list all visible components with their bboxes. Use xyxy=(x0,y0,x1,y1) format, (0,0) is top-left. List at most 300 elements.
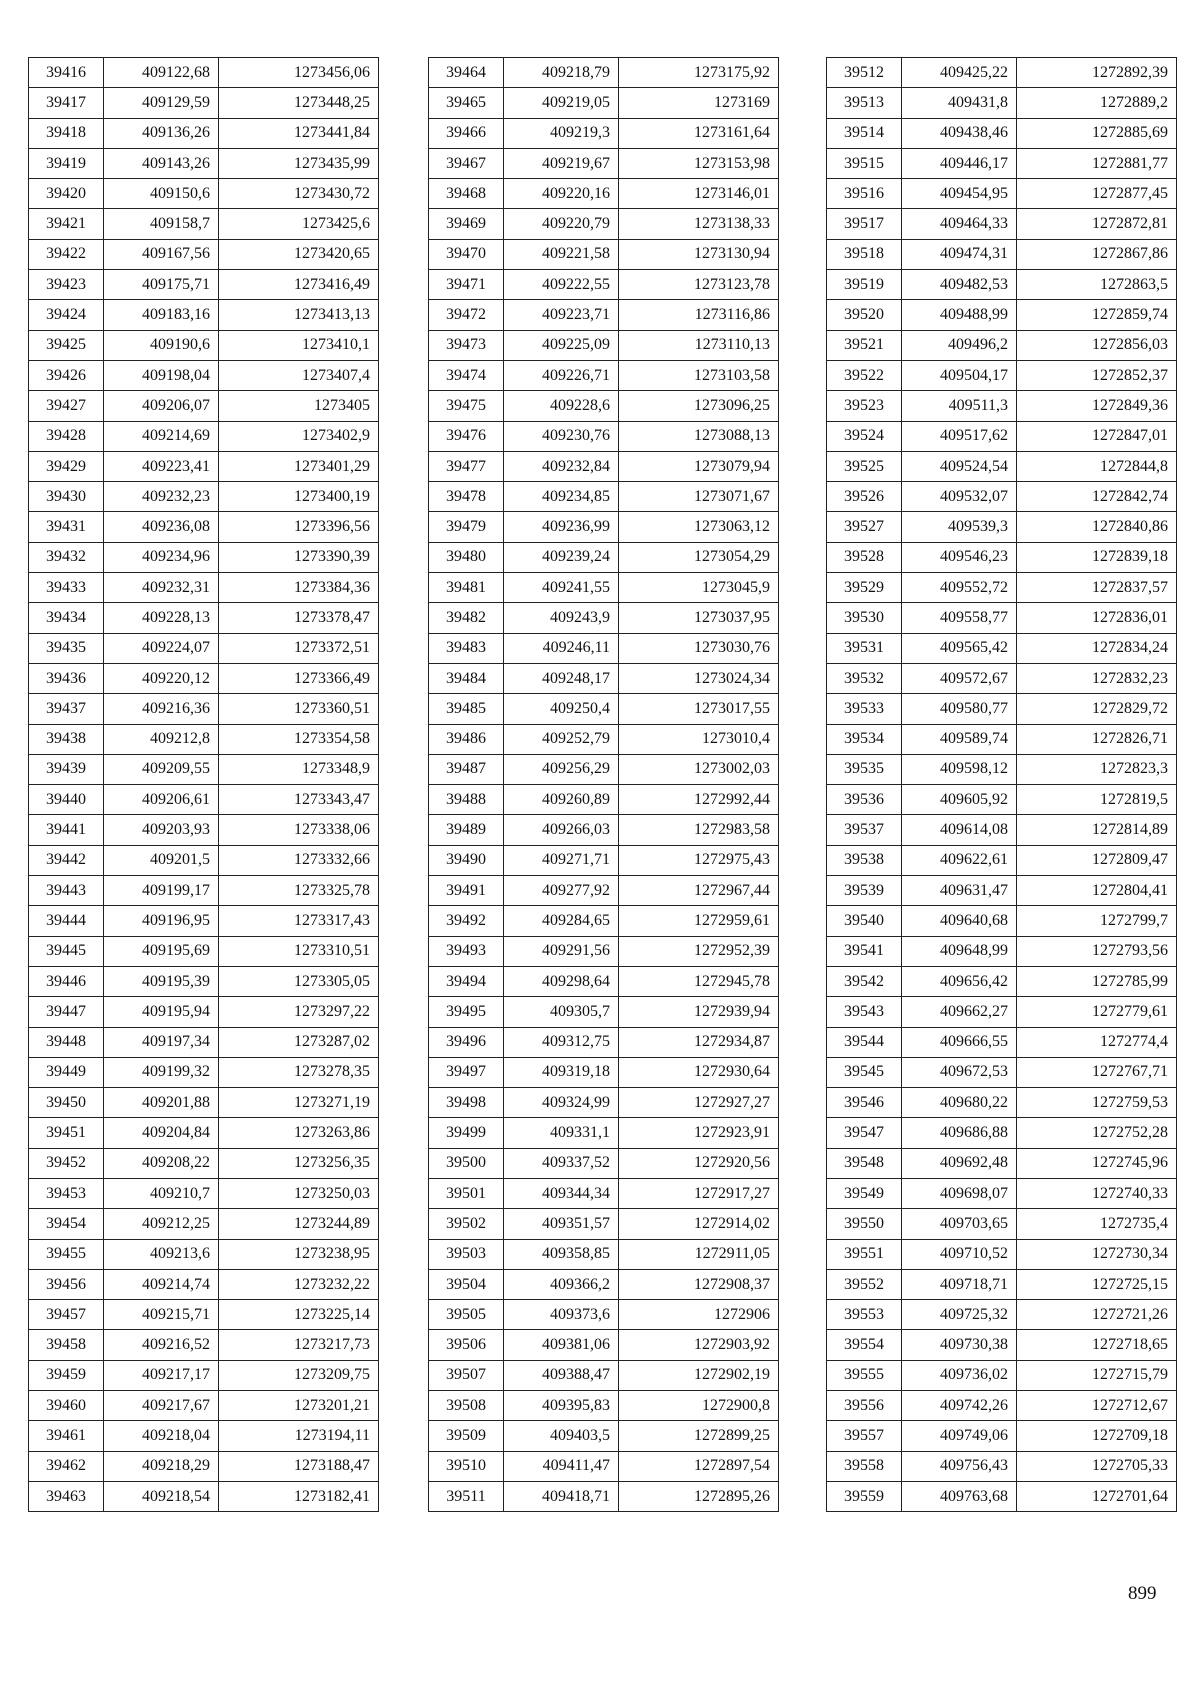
table-row xyxy=(429,573,779,603)
table-row xyxy=(29,391,379,421)
point-id-cell: 39489 xyxy=(429,815,504,845)
coordinate-table-3 xyxy=(826,57,1177,1512)
point-id-cell: 39477 xyxy=(429,451,504,481)
x-coordinate-cell: 409524,54 xyxy=(902,451,1017,481)
x-coordinate-cell: 409217,67 xyxy=(104,1391,219,1421)
y-coordinate-cell: 1272826,71 xyxy=(1017,724,1177,754)
y-coordinate-cell: 1273317,43 xyxy=(219,906,379,936)
point-id-cell: 39515 xyxy=(827,148,902,178)
y-coordinate-cell: 1273201,21 xyxy=(219,1391,379,1421)
table-row xyxy=(29,633,379,663)
table-row xyxy=(429,936,779,966)
x-coordinate-cell: 409212,8 xyxy=(104,724,219,754)
table-row xyxy=(827,815,1177,845)
x-coordinate-cell: 409418,71 xyxy=(504,1481,619,1511)
x-coordinate-cell: 409252,79 xyxy=(504,724,619,754)
point-id-cell: 39497 xyxy=(429,1057,504,1087)
x-coordinate-cell: 409446,17 xyxy=(902,148,1017,178)
point-id-cell: 39554 xyxy=(827,1330,902,1360)
y-coordinate-cell: 1273413,13 xyxy=(219,300,379,330)
y-coordinate-cell: 1272819,5 xyxy=(1017,785,1177,815)
y-coordinate-cell: 1272834,24 xyxy=(1017,633,1177,663)
y-coordinate-cell: 1272809,47 xyxy=(1017,845,1177,875)
point-id-cell: 39425 xyxy=(29,330,104,360)
x-coordinate-cell: 409756,43 xyxy=(902,1451,1017,1481)
table-row xyxy=(29,451,379,481)
point-id-cell: 39557 xyxy=(827,1421,902,1451)
table-row xyxy=(29,603,379,633)
x-coordinate-cell: 409763,68 xyxy=(902,1481,1017,1511)
point-id-cell: 39448 xyxy=(29,1027,104,1057)
y-coordinate-cell: 1272856,03 xyxy=(1017,330,1177,360)
x-coordinate-cell: 409605,92 xyxy=(902,785,1017,815)
x-coordinate-cell: 409672,53 xyxy=(902,1057,1017,1087)
point-id-cell: 39417 xyxy=(29,88,104,118)
x-coordinate-cell: 409230,76 xyxy=(504,421,619,451)
point-id-cell: 39441 xyxy=(29,815,104,845)
point-id-cell: 39457 xyxy=(29,1300,104,1330)
table-row xyxy=(429,1057,779,1087)
y-coordinate-cell: 1273103,58 xyxy=(619,360,779,390)
table-row xyxy=(429,209,779,239)
y-coordinate-cell: 1273010,4 xyxy=(619,724,779,754)
x-coordinate-cell: 409198,04 xyxy=(104,360,219,390)
table-row xyxy=(827,209,1177,239)
table-row xyxy=(827,1057,1177,1087)
y-coordinate-cell: 1273384,36 xyxy=(219,573,379,603)
table-row xyxy=(827,1148,1177,1178)
point-id-cell: 39478 xyxy=(429,482,504,512)
x-coordinate-cell: 409234,85 xyxy=(504,482,619,512)
point-id-cell: 39433 xyxy=(29,573,104,603)
x-coordinate-cell: 409219,05 xyxy=(504,88,619,118)
x-coordinate-cell: 409358,85 xyxy=(504,1239,619,1269)
x-coordinate-cell: 409718,71 xyxy=(902,1269,1017,1299)
x-coordinate-cell: 409183,16 xyxy=(104,300,219,330)
point-id-cell: 39555 xyxy=(827,1360,902,1390)
table-row xyxy=(429,421,779,451)
x-coordinate-cell: 409221,58 xyxy=(504,239,619,269)
x-coordinate-cell: 409243,9 xyxy=(504,603,619,633)
y-coordinate-cell: 1273194,11 xyxy=(219,1421,379,1451)
table-row xyxy=(429,1027,779,1057)
x-coordinate-cell: 409331,1 xyxy=(504,1118,619,1148)
table-row xyxy=(29,997,379,1027)
point-id-cell: 39456 xyxy=(29,1269,104,1299)
y-coordinate-cell: 1273063,12 xyxy=(619,512,779,542)
point-id-cell: 39461 xyxy=(29,1421,104,1451)
point-id-cell: 39518 xyxy=(827,239,902,269)
y-coordinate-cell: 1272897,54 xyxy=(619,1451,779,1481)
table-row xyxy=(827,1088,1177,1118)
y-coordinate-cell: 1272975,43 xyxy=(619,845,779,875)
x-coordinate-cell: 409218,04 xyxy=(104,1421,219,1451)
y-coordinate-cell: 1273416,49 xyxy=(219,270,379,300)
point-id-cell: 39542 xyxy=(827,966,902,996)
y-coordinate-cell: 1272934,87 xyxy=(619,1027,779,1057)
table-row xyxy=(429,330,779,360)
table-row xyxy=(827,270,1177,300)
point-id-cell: 39479 xyxy=(429,512,504,542)
table-row xyxy=(29,330,379,360)
x-coordinate-cell: 409226,71 xyxy=(504,360,619,390)
x-coordinate-cell: 409201,5 xyxy=(104,845,219,875)
table-row xyxy=(29,754,379,784)
x-coordinate-cell: 409474,31 xyxy=(902,239,1017,269)
table-row xyxy=(29,936,379,966)
point-id-cell: 39488 xyxy=(429,785,504,815)
table-row xyxy=(29,58,379,88)
table-row xyxy=(429,633,779,663)
point-id-cell: 39552 xyxy=(827,1269,902,1299)
table-row xyxy=(429,239,779,269)
point-id-cell: 39434 xyxy=(29,603,104,633)
point-id-cell: 39470 xyxy=(429,239,504,269)
point-id-cell: 39546 xyxy=(827,1088,902,1118)
point-id-cell: 39523 xyxy=(827,391,902,421)
point-id-cell: 39532 xyxy=(827,663,902,693)
point-id-cell: 39447 xyxy=(29,997,104,1027)
y-coordinate-cell: 1272779,61 xyxy=(1017,997,1177,1027)
y-coordinate-cell: 1272832,23 xyxy=(1017,663,1177,693)
y-coordinate-cell: 1272952,39 xyxy=(619,936,779,966)
point-id-cell: 39420 xyxy=(29,179,104,209)
x-coordinate-cell: 409698,07 xyxy=(902,1178,1017,1208)
table-row xyxy=(827,724,1177,754)
table-row xyxy=(429,906,779,936)
point-id-cell: 39467 xyxy=(429,148,504,178)
x-coordinate-cell: 409662,27 xyxy=(902,997,1017,1027)
table-row xyxy=(29,1481,379,1511)
point-id-cell: 39423 xyxy=(29,270,104,300)
x-coordinate-cell: 409232,84 xyxy=(504,451,619,481)
y-coordinate-cell: 1273225,14 xyxy=(219,1300,379,1330)
y-coordinate-cell: 1273448,25 xyxy=(219,88,379,118)
y-coordinate-cell: 1272842,74 xyxy=(1017,482,1177,512)
x-coordinate-cell: 409395,83 xyxy=(504,1391,619,1421)
y-coordinate-cell: 1273188,47 xyxy=(219,1451,379,1481)
table-row xyxy=(429,1300,779,1330)
y-coordinate-cell: 1273071,67 xyxy=(619,482,779,512)
point-id-cell: 39506 xyxy=(429,1330,504,1360)
point-id-cell: 39543 xyxy=(827,997,902,1027)
x-coordinate-cell: 409305,7 xyxy=(504,997,619,1027)
table-row xyxy=(29,542,379,572)
x-coordinate-cell: 409319,18 xyxy=(504,1057,619,1087)
table-row xyxy=(827,1481,1177,1511)
point-id-cell: 39440 xyxy=(29,785,104,815)
x-coordinate-cell: 409572,67 xyxy=(902,663,1017,693)
point-id-cell: 39455 xyxy=(29,1239,104,1269)
x-coordinate-cell: 409248,17 xyxy=(504,663,619,693)
y-coordinate-cell: 1272889,2 xyxy=(1017,88,1177,118)
y-coordinate-cell: 1273372,51 xyxy=(219,633,379,663)
x-coordinate-cell: 409223,71 xyxy=(504,300,619,330)
y-coordinate-cell: 1273420,65 xyxy=(219,239,379,269)
table-row xyxy=(827,1391,1177,1421)
point-id-cell: 39437 xyxy=(29,694,104,724)
x-coordinate-cell: 409201,88 xyxy=(104,1088,219,1118)
table-row xyxy=(827,1269,1177,1299)
x-coordinate-cell: 409143,26 xyxy=(104,148,219,178)
table-row xyxy=(29,421,379,451)
point-id-cell: 39419 xyxy=(29,148,104,178)
y-coordinate-cell: 1272859,74 xyxy=(1017,300,1177,330)
point-id-cell: 39521 xyxy=(827,330,902,360)
y-coordinate-cell: 1272900,8 xyxy=(619,1391,779,1421)
point-id-cell: 39446 xyxy=(29,966,104,996)
y-coordinate-cell: 1272725,15 xyxy=(1017,1269,1177,1299)
table-row xyxy=(29,148,379,178)
table-row xyxy=(429,845,779,875)
x-coordinate-cell: 409217,17 xyxy=(104,1360,219,1390)
point-id-cell: 39509 xyxy=(429,1421,504,1451)
table-row xyxy=(429,1391,779,1421)
y-coordinate-cell: 1272701,64 xyxy=(1017,1481,1177,1511)
y-coordinate-cell: 1273002,03 xyxy=(619,754,779,784)
x-coordinate-cell: 409222,55 xyxy=(504,270,619,300)
y-coordinate-cell: 1272881,77 xyxy=(1017,148,1177,178)
table-row xyxy=(29,966,379,996)
table-row xyxy=(827,633,1177,663)
y-coordinate-cell: 1273430,72 xyxy=(219,179,379,209)
table-row xyxy=(429,482,779,512)
table-row xyxy=(429,88,779,118)
table-row xyxy=(29,1391,379,1421)
point-id-cell: 39487 xyxy=(429,754,504,784)
table-row xyxy=(29,88,379,118)
y-coordinate-cell: 1272872,81 xyxy=(1017,209,1177,239)
table-row xyxy=(429,512,779,542)
y-coordinate-cell: 1272804,41 xyxy=(1017,876,1177,906)
x-coordinate-cell: 409742,26 xyxy=(902,1391,1017,1421)
x-coordinate-cell: 409552,72 xyxy=(902,573,1017,603)
table-row xyxy=(29,845,379,875)
x-coordinate-cell: 409203,93 xyxy=(104,815,219,845)
y-coordinate-cell: 1273045,9 xyxy=(619,573,779,603)
table-row xyxy=(429,451,779,481)
point-id-cell: 39424 xyxy=(29,300,104,330)
x-coordinate-cell: 409344,34 xyxy=(504,1178,619,1208)
x-coordinate-cell: 409438,46 xyxy=(902,118,1017,148)
table-row xyxy=(29,300,379,330)
y-coordinate-cell: 1273209,75 xyxy=(219,1360,379,1390)
x-coordinate-cell: 409366,2 xyxy=(504,1269,619,1299)
table-row xyxy=(29,482,379,512)
table-row xyxy=(827,997,1177,1027)
x-coordinate-cell: 409373,6 xyxy=(504,1300,619,1330)
table-row xyxy=(827,876,1177,906)
table-row xyxy=(29,876,379,906)
point-id-cell: 39453 xyxy=(29,1178,104,1208)
table-row xyxy=(827,694,1177,724)
table-row xyxy=(827,1451,1177,1481)
x-coordinate-cell: 409546,23 xyxy=(902,542,1017,572)
x-coordinate-cell: 409195,94 xyxy=(104,997,219,1027)
y-coordinate-cell: 1272895,26 xyxy=(619,1481,779,1511)
x-coordinate-cell: 409464,33 xyxy=(902,209,1017,239)
point-id-cell: 39524 xyxy=(827,421,902,451)
table-row xyxy=(827,118,1177,148)
table-row xyxy=(429,58,779,88)
point-id-cell: 39500 xyxy=(429,1148,504,1178)
x-coordinate-cell: 409736,02 xyxy=(902,1360,1017,1390)
table-row xyxy=(29,1300,379,1330)
x-coordinate-cell: 409212,25 xyxy=(104,1209,219,1239)
y-coordinate-cell: 1273325,78 xyxy=(219,876,379,906)
table-row xyxy=(29,1269,379,1299)
point-id-cell: 39535 xyxy=(827,754,902,784)
y-coordinate-cell: 1272906 xyxy=(619,1300,779,1330)
table-row xyxy=(29,1239,379,1269)
table-row xyxy=(429,1088,779,1118)
y-coordinate-cell: 1272735,4 xyxy=(1017,1209,1177,1239)
table-row xyxy=(29,1057,379,1087)
point-id-cell: 39537 xyxy=(827,815,902,845)
y-coordinate-cell: 1272917,27 xyxy=(619,1178,779,1208)
table-row xyxy=(429,1451,779,1481)
y-coordinate-cell: 1273110,13 xyxy=(619,330,779,360)
point-id-cell: 39486 xyxy=(429,724,504,754)
x-coordinate-cell: 409122,68 xyxy=(104,58,219,88)
point-id-cell: 39449 xyxy=(29,1057,104,1087)
x-coordinate-cell: 409213,6 xyxy=(104,1239,219,1269)
y-coordinate-cell: 1272867,86 xyxy=(1017,239,1177,269)
table-row xyxy=(827,542,1177,572)
point-id-cell: 39471 xyxy=(429,270,504,300)
point-id-cell: 39541 xyxy=(827,936,902,966)
y-coordinate-cell: 1272892,39 xyxy=(1017,58,1177,88)
y-coordinate-cell: 1272721,26 xyxy=(1017,1300,1177,1330)
table-row xyxy=(429,148,779,178)
point-id-cell: 39545 xyxy=(827,1057,902,1087)
x-coordinate-cell: 409232,23 xyxy=(104,482,219,512)
table-row xyxy=(29,1330,379,1360)
y-coordinate-cell: 1273378,47 xyxy=(219,603,379,633)
point-id-cell: 39544 xyxy=(827,1027,902,1057)
table-row xyxy=(29,1209,379,1239)
point-id-cell: 39493 xyxy=(429,936,504,966)
table-row xyxy=(827,603,1177,633)
point-id-cell: 39522 xyxy=(827,360,902,390)
y-coordinate-cell: 1273396,56 xyxy=(219,512,379,542)
point-id-cell: 39549 xyxy=(827,1178,902,1208)
x-coordinate-cell: 409730,38 xyxy=(902,1330,1017,1360)
x-coordinate-cell: 409504,17 xyxy=(902,360,1017,390)
x-coordinate-cell: 409511,3 xyxy=(902,391,1017,421)
y-coordinate-cell: 1273017,55 xyxy=(619,694,779,724)
x-coordinate-cell: 409208,22 xyxy=(104,1148,219,1178)
table-row xyxy=(429,1269,779,1299)
table-row xyxy=(29,179,379,209)
x-coordinate-cell: 409220,12 xyxy=(104,663,219,693)
y-coordinate-cell: 1273332,66 xyxy=(219,845,379,875)
x-coordinate-cell: 409197,34 xyxy=(104,1027,219,1057)
table-row xyxy=(827,512,1177,542)
y-coordinate-cell: 1272877,45 xyxy=(1017,179,1177,209)
table-row xyxy=(29,1088,379,1118)
x-coordinate-cell: 409710,52 xyxy=(902,1239,1017,1269)
table-row xyxy=(827,1178,1177,1208)
y-coordinate-cell: 1272920,56 xyxy=(619,1148,779,1178)
x-coordinate-cell: 409218,54 xyxy=(104,1481,219,1511)
x-coordinate-cell: 409214,74 xyxy=(104,1269,219,1299)
x-coordinate-cell: 409234,96 xyxy=(104,542,219,572)
y-coordinate-cell: 1273263,86 xyxy=(219,1118,379,1148)
point-id-cell: 39492 xyxy=(429,906,504,936)
table-row xyxy=(827,573,1177,603)
table-row xyxy=(429,785,779,815)
table-row xyxy=(429,1421,779,1451)
x-coordinate-cell: 409749,06 xyxy=(902,1421,1017,1451)
x-coordinate-cell: 409199,32 xyxy=(104,1057,219,1087)
y-coordinate-cell: 1273079,94 xyxy=(619,451,779,481)
table-row xyxy=(827,754,1177,784)
x-coordinate-cell: 409246,11 xyxy=(504,633,619,663)
x-coordinate-cell: 409190,6 xyxy=(104,330,219,360)
x-coordinate-cell: 409496,2 xyxy=(902,330,1017,360)
x-coordinate-cell: 409250,4 xyxy=(504,694,619,724)
y-coordinate-cell: 1272939,94 xyxy=(619,997,779,1027)
y-coordinate-cell: 1273343,47 xyxy=(219,785,379,815)
y-coordinate-cell: 1273161,64 xyxy=(619,118,779,148)
table-row xyxy=(429,815,779,845)
table-row xyxy=(827,88,1177,118)
point-id-cell: 39494 xyxy=(429,966,504,996)
x-coordinate-cell: 409224,07 xyxy=(104,633,219,663)
point-id-cell: 39516 xyxy=(827,179,902,209)
x-coordinate-cell: 409220,16 xyxy=(504,179,619,209)
table-row xyxy=(827,785,1177,815)
y-coordinate-cell: 1273405 xyxy=(219,391,379,421)
table-row xyxy=(429,270,779,300)
point-id-cell: 39534 xyxy=(827,724,902,754)
x-coordinate-cell: 409291,56 xyxy=(504,936,619,966)
x-coordinate-cell: 409388,47 xyxy=(504,1360,619,1390)
point-id-cell: 39431 xyxy=(29,512,104,542)
x-coordinate-cell: 409167,56 xyxy=(104,239,219,269)
table-row xyxy=(827,391,1177,421)
table-row xyxy=(429,1178,779,1208)
table-row xyxy=(429,694,779,724)
table-row xyxy=(429,1239,779,1269)
table-row xyxy=(827,1300,1177,1330)
x-coordinate-cell: 409195,39 xyxy=(104,966,219,996)
x-coordinate-cell: 409539,3 xyxy=(902,512,1017,542)
y-coordinate-cell: 1272914,02 xyxy=(619,1209,779,1239)
point-id-cell: 39526 xyxy=(827,482,902,512)
y-coordinate-cell: 1272992,44 xyxy=(619,785,779,815)
table-row xyxy=(429,1360,779,1390)
table-row xyxy=(827,482,1177,512)
x-coordinate-cell: 409680,22 xyxy=(902,1088,1017,1118)
x-coordinate-cell: 409218,29 xyxy=(104,1451,219,1481)
point-id-cell: 39551 xyxy=(827,1239,902,1269)
x-coordinate-cell: 409517,62 xyxy=(902,421,1017,451)
table-row xyxy=(429,1481,779,1511)
y-coordinate-cell: 1273250,03 xyxy=(219,1178,379,1208)
y-coordinate-cell: 1272759,53 xyxy=(1017,1088,1177,1118)
y-coordinate-cell: 1273037,95 xyxy=(619,603,779,633)
x-coordinate-cell: 409666,55 xyxy=(902,1027,1017,1057)
y-coordinate-cell: 1272923,91 xyxy=(619,1118,779,1148)
y-coordinate-cell: 1273175,92 xyxy=(619,58,779,88)
table-row xyxy=(429,300,779,330)
table-row xyxy=(29,1421,379,1451)
point-id-cell: 39529 xyxy=(827,573,902,603)
y-coordinate-cell: 1273338,06 xyxy=(219,815,379,845)
y-coordinate-cell: 1273116,86 xyxy=(619,300,779,330)
